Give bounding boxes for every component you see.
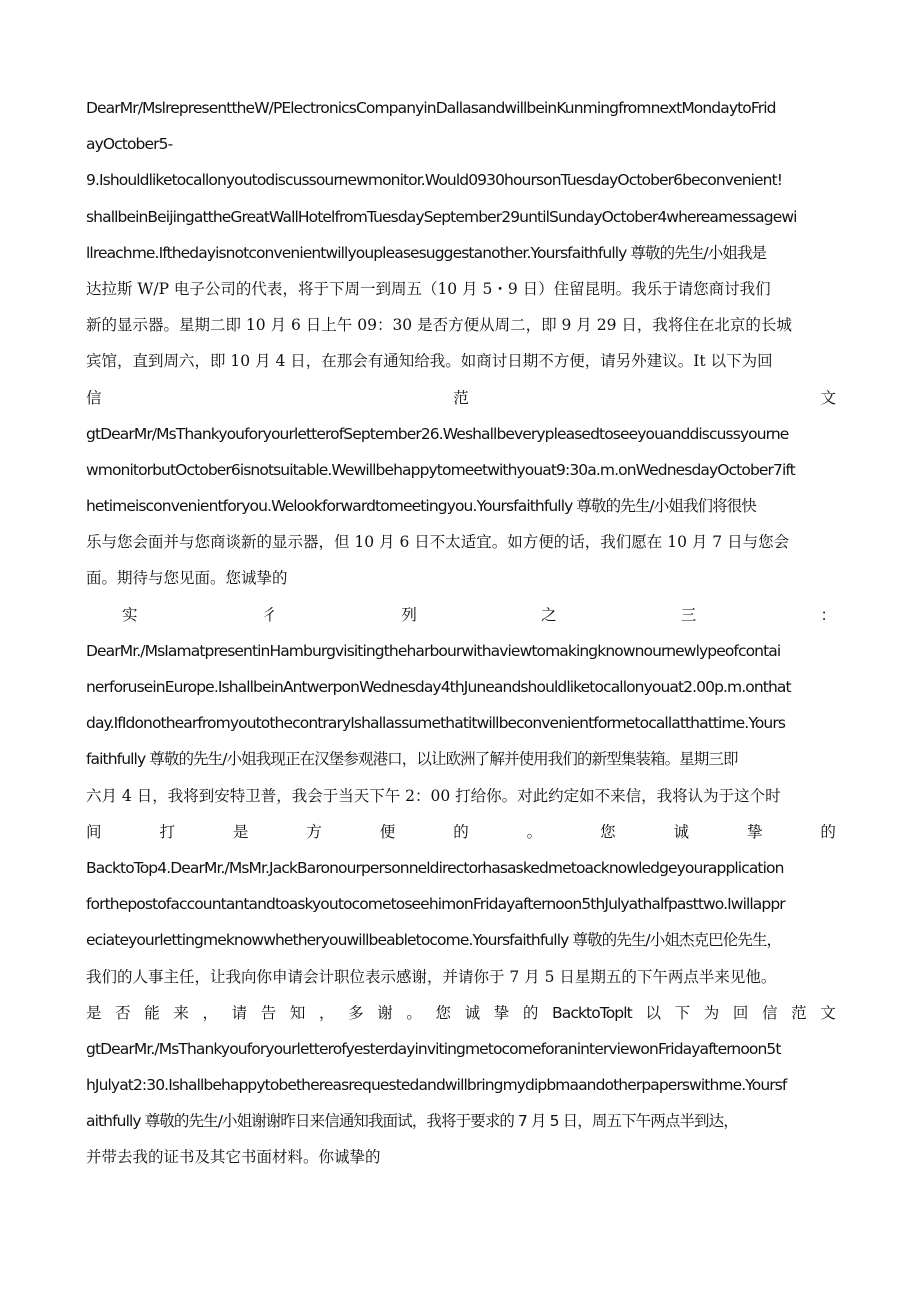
text-line-justified [86,814,836,850]
word: 范 [791,1003,807,1022]
word: 来 [173,1003,189,1022]
word: 下 [674,1003,691,1022]
word: 范 [453,388,469,407]
text-line: BacktoTop4.DearMr./MsMr.JackBaronourpersonneldirectorhasaskedmetoacknowledgeyourapplication [86,858,784,877]
text-line: eciateyourlettingmeknowwhetheryouwillbeabletocome.Yoursfaithfully 尊敬的先生/小姐杰克巴伦先生， [86,931,782,950]
document-body [86,90,836,1176]
word: 三 [680,605,697,624]
word: 间 [86,822,102,841]
word: 多 [348,1003,364,1022]
word: ， [319,1003,335,1022]
word: 实 [122,605,138,624]
text-line: aithfully 尊敬的先生/小姐谢谢昨日来信通知我面试，我将于要求的 7 月 5 日，周五下午两点半到达， [86,1112,738,1131]
word: 的 [522,1003,539,1022]
word: 是 [86,1003,102,1022]
text-line: gtDearMr./MsThankyouforyourletterofyesterdayinvitingmetocomeforaninterviewonFridayafternoon5t [86,1039,781,1058]
word: BacktoToplt [552,1003,632,1022]
text-line: faithfully 尊敬的先生/小姐我现正在汉堡参观港口，以让欧洲了解并使用我们的新型集装箱。星期三即 [86,750,738,769]
text-line: shallbeinBeijingattheGreatWallHotelfromTuesdaySeptember29untilSundayOctober4whereamessagewi [86,207,797,226]
word: 以 [645,1003,661,1022]
word: 。 [526,822,543,841]
word: 的 [453,822,469,841]
word: 能 [144,1003,160,1022]
text-line: 9.Ishouldliketocallonyoutodiscussournewmonitor.Would0930hoursonTuesdayOctober6beconvenient! [86,171,783,190]
word: 您 [435,1003,452,1022]
word: 文 [820,1003,836,1022]
text-line: 六月 4 日，我将到安特卫普，我会于当天下午 2：00 打给你。对此约定如不来信，我将认为于这个时 [86,786,781,805]
text-line: 乐与您会面并与您商谈新的显示器，但 10 月 6 日不太适宜。如方便的话，我们愿在 10 月 7 日与您会 [86,533,790,552]
section-heading [86,597,836,633]
word: 打 [159,822,175,841]
word: 列 [401,605,417,624]
text-line: 我们的人事主任，让我向你申请会计职位表示感谢，并请你于 7 月 5 日星期五的下午两点半来见他。 [86,967,777,986]
text-line: hJulyat2:30.Ishallbehappytobethereasrequestedandwillbringmydipbmaandotherpaperswithme.Yoursf [86,1076,787,1095]
word: 请 [231,1003,248,1022]
word: ， [202,1003,219,1022]
word: 否 [115,1003,131,1022]
word: 挚 [493,1003,510,1022]
word: 诚 [673,822,690,841]
word: 信 [86,388,102,407]
word: 文 [820,388,836,407]
word: 回 [732,1003,749,1022]
word: 便 [379,822,396,841]
text-line: day.IfIdonothearfromyoutothecontraryIshallassumethatitwillbeconvenientformetocallatthattime.Yours [86,714,785,733]
word: 信 [761,1003,778,1022]
text-line: ayOctober5- [86,135,173,154]
text-line: wmonitorbutOctober6isnotsuitable.Wewillbehappytomeetwithyouat9:30a.m.onWednesdayOctober7ift [86,460,795,479]
word: 的 [820,822,836,841]
word: 彳 [261,605,278,624]
text-line: nerforuseinEurope.IshallbeinAntwerponWednesday4thJuneandshouldliketocallonyouat2.00p.m.onthat [86,678,791,696]
word: 方 [306,822,322,841]
text-line: 面。期待与您见面。您诚挚的 [86,569,288,588]
text-line: llreachme.Ifthedayisnotconvenientwillyoupleasesuggestanother.Yoursfaithfully 尊敬的先生/小姐我是 [86,243,767,262]
word: 告 [260,1003,277,1022]
word: 为 [703,1003,720,1022]
word: 。 [406,1003,422,1022]
text-line: 宾馆，直到周六，即 10 月 4 日，在那会有通知给我。如商讨日期不方便，请另外建议。It 以下为回 [86,352,773,371]
text-line: DearMr./MsIamatpresentinHamburgvisitingtheharbourwithaviewtomakingknownournewlypeofcontai [86,641,781,660]
text-line-justified [86,380,836,416]
text-line: DearMr/MslrepresenttheW/PElectronicsCompanyinDallasandwillbeinKunmingfromnextMondaytoFrid [86,99,776,117]
text-line: 新的显示器。星期二即 10 月 6 日上午 09：30 是否方便从周二，即 9 月 29 日，我将住在北京的长城 [86,316,792,335]
word: ： [820,605,836,624]
word: 之 [541,605,557,624]
text-line: hetimeisconvenientforyou.Welookforwardtomeetingyou.Yoursfaithfully 尊敬的先生/小姐我们将很快 [86,497,756,516]
word: 诚 [464,1003,481,1022]
text-line-justified [86,995,836,1031]
word: 您 [600,822,616,841]
word: 谢 [377,1003,393,1022]
text-line: 并带去我的证书及其它书面材料。你诚挚的 [86,1148,381,1167]
word: 知 [289,1003,306,1022]
text-line: forthepostofaccountantandtoaskyoutocometoseehimonFridayafternoon5thJulyathalfpasttwo.Iwillappr [86,895,785,914]
text-line: gtDearMr/MsThankyouforyourletterofSeptember26.Weshallbeverypleasedtoseeyouanddiscussyourne [86,424,789,443]
word: 是 [232,822,249,841]
text-line: 达拉斯 W/P 电子公司的代表，将于下周一到周五（10 月 5・9 日）住留昆明。我乐于请您商讨我们 [86,279,771,298]
word: 挚 [746,822,763,841]
